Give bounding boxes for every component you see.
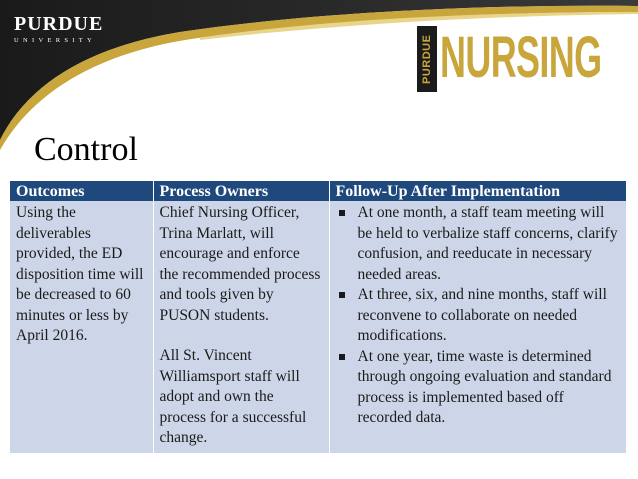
list-item bbox=[336, 285, 621, 347]
follow-up-list bbox=[336, 203, 621, 429]
square-bullet-icon bbox=[339, 292, 345, 298]
slide-title: Control bbox=[34, 131, 138, 168]
square-bullet-icon bbox=[339, 354, 345, 360]
follow-up-item-text: At one month, a staff team meeting will be held to verbalize staff concerns, clarify confusion, and reeducate in necessary needed areas. bbox=[357, 204, 618, 283]
nursing-logo-word: NURSING bbox=[440, 25, 602, 90]
purdue-logo-word: PURDUE bbox=[14, 13, 104, 35]
follow-up-item-text: At three, six, and nine months, staff will reconvene to collaborate on needed modifications. bbox=[357, 286, 607, 344]
outcomes-text: Using the deliverables provided, the ED disposition time will be decreased to 60 minutes or less by April 2016. bbox=[16, 204, 144, 344]
purdue-logo-subtitle: UNIVERSITY bbox=[14, 37, 96, 44]
purdue-nursing-logo[interactable] bbox=[417, 25, 602, 92]
table-header-row bbox=[10, 181, 626, 201]
list-item bbox=[336, 347, 621, 429]
control-table bbox=[10, 181, 626, 453]
nursing-logo-vertical-text: PURDUE bbox=[417, 26, 437, 92]
outcomes-cell bbox=[10, 201, 153, 453]
header-process-owners: Process Owners bbox=[153, 181, 329, 201]
list-item bbox=[336, 203, 621, 285]
square-bullet-icon bbox=[339, 210, 345, 216]
table-row bbox=[10, 201, 626, 453]
follow-up-item-text: At one year, time waste is determined through ongoing evaluation and standard process is implemented based off recorded data. bbox=[357, 347, 612, 426]
header-follow-up: Follow-Up After Implementation bbox=[329, 181, 626, 201]
header-outcomes: Outcomes bbox=[10, 181, 153, 201]
follow-up-cell bbox=[329, 201, 626, 453]
process-owners-cell bbox=[153, 201, 329, 453]
process-owner-text: Chief Nursing Officer, Trina Marlatt, will encourage and enforce the recommended process and tools given by PUSON students. bbox=[159, 204, 321, 324]
purdue-university-logo[interactable] bbox=[14, 14, 103, 44]
process-owner-text: All St. Vincent Williamsport staff will adopt and own the process for a successful change. bbox=[159, 347, 307, 446]
